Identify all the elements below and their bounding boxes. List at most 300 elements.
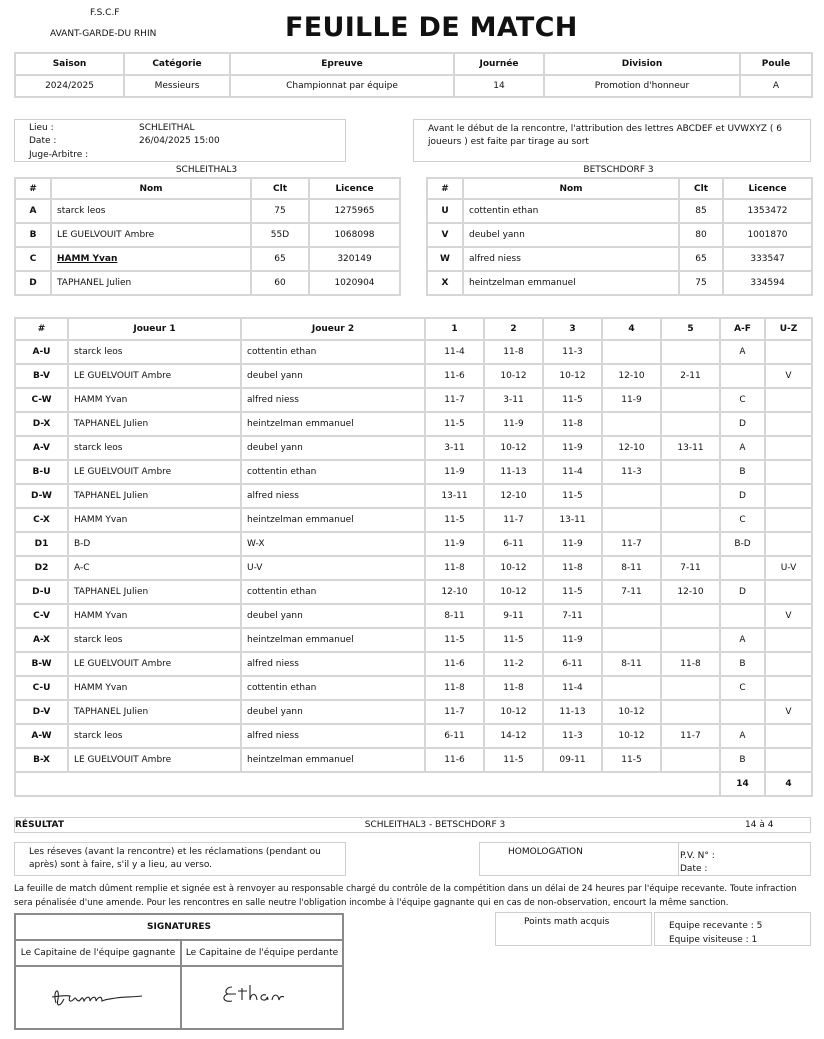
signature-divider <box>180 965 182 1028</box>
player-2: cottentin ethan <box>241 340 425 364</box>
total-home: 14 <box>720 772 765 796</box>
col-header: Joueur 1 <box>68 318 241 340</box>
match-id: D-U <box>15 580 68 604</box>
set-3: 10-12 <box>543 364 602 388</box>
player-1: starck leos <box>68 436 241 460</box>
match-id: B-W <box>15 652 68 676</box>
winner-uz <box>765 460 812 484</box>
draw-note-box <box>413 119 811 162</box>
home-players-table <box>14 177 401 296</box>
match-id: C-X <box>15 508 68 532</box>
match-id: A-V <box>15 436 68 460</box>
set-2: 11-2 <box>484 652 543 676</box>
winner-af: B-D <box>720 532 765 556</box>
match-id: A-X <box>15 628 68 652</box>
set-2: 11-9 <box>484 412 543 436</box>
notice-text: La feuille de match dûment remplie et signée est à renvoyer au responsable chargé du contrôle de la compétition dans un délai de 24 heures par l'équipe recevante. Toute infraction sera pénalisée d'une amende. Pour les rencontres en salle neutre l'obligation incombe à l'équipe gagnante qui en cas de non-observation, encourt la même sanction. <box>14 884 797 908</box>
player-name: deubel yann <box>463 223 679 247</box>
home-player-row <box>15 199 400 223</box>
player-2: cottentin ethan <box>241 676 425 700</box>
player-rank: 75 <box>679 271 723 295</box>
col-header: A-F <box>720 318 765 340</box>
match-row <box>15 388 812 412</box>
set-2: 14-12 <box>484 724 543 748</box>
set-2: 12-10 <box>484 484 543 508</box>
player-2: heintzelman emmanuel <box>241 748 425 772</box>
player-1: B-D <box>68 532 241 556</box>
home-player-row <box>15 271 400 295</box>
match-id: D1 <box>15 532 68 556</box>
match-row <box>15 604 812 628</box>
winner-af: D <box>720 412 765 436</box>
player-licence: 320149 <box>309 247 400 271</box>
set-3: 7-11 <box>543 604 602 628</box>
set-5: 2-11 <box>661 364 720 388</box>
matches-header-row <box>15 318 812 340</box>
player-2: alfred niess <box>241 652 425 676</box>
set-3: 11-5 <box>543 580 602 604</box>
player-1: HAMM Yvan <box>68 508 241 532</box>
player-licence: 1275965 <box>309 199 400 223</box>
player-1: starck leos <box>68 724 241 748</box>
player-letter: C <box>15 247 51 271</box>
winner-af: B <box>720 652 765 676</box>
draw-note: Avant le début de la rencontre, l'attribution des lettres ABCDEF et UVWXYZ ( 6 joueurs ) est faite par tirage au sort <box>428 124 782 147</box>
match-row <box>15 484 812 508</box>
matches-table <box>14 317 813 797</box>
match-id: C-W <box>15 388 68 412</box>
set-3: 09-11 <box>543 748 602 772</box>
set-3: 11-8 <box>543 556 602 580</box>
set-4 <box>602 628 661 652</box>
set-4: 12-10 <box>602 436 661 460</box>
set-4: 11-3 <box>602 460 661 484</box>
summary-label: Journée <box>454 53 544 75</box>
match-row <box>15 556 812 580</box>
result-teams: SCHLEITHAL3 - BETSCHDORF 3 <box>364 820 506 830</box>
player-name: alfred niess <box>463 247 679 271</box>
set-5: 13-11 <box>661 436 720 460</box>
set-4: 11-9 <box>602 388 661 412</box>
player-name: cottentin ethan <box>463 199 679 223</box>
winner-af: B <box>720 460 765 484</box>
set-3: 11-3 <box>543 724 602 748</box>
set-3: 6-11 <box>543 652 602 676</box>
winner-uz <box>765 388 812 412</box>
match-id: B-X <box>15 748 68 772</box>
set-1: 3-11 <box>425 436 484 460</box>
set-5 <box>661 340 720 364</box>
signatures-box <box>14 913 344 1030</box>
set-3: 11-13 <box>543 700 602 724</box>
set-2: 11-13 <box>484 460 543 484</box>
match-row <box>15 532 812 556</box>
player-1: TAPHANEL Julien <box>68 700 241 724</box>
set-5: 12-10 <box>661 580 720 604</box>
player-1: starck leos <box>68 628 241 652</box>
player-1: LE GUELVOUIT Ambre <box>68 748 241 772</box>
col-header: Licence <box>723 178 812 199</box>
result-bar <box>14 817 811 833</box>
player-letter: B <box>15 223 51 247</box>
set-1: 11-6 <box>425 364 484 388</box>
player-2: deubel yann <box>241 700 425 724</box>
match-row <box>15 676 812 700</box>
summary-label: Saison <box>15 53 124 75</box>
points-values-box <box>654 912 811 946</box>
player-name: heintzelman emmanuel <box>463 271 679 295</box>
set-3: 11-4 <box>543 460 602 484</box>
set-5 <box>661 508 720 532</box>
winner-signature <box>46 981 156 1013</box>
set-4: 10-12 <box>602 724 661 748</box>
match-row <box>15 340 812 364</box>
set-2: 11-8 <box>484 340 543 364</box>
homologation-date-label: Date : <box>680 864 708 874</box>
player-1: HAMM Yvan <box>68 388 241 412</box>
set-3: 11-9 <box>543 628 602 652</box>
col-header: 2 <box>484 318 543 340</box>
set-4 <box>602 484 661 508</box>
match-id: B-U <box>15 460 68 484</box>
player-name: LE GUELVOUIT Ambre <box>51 223 251 247</box>
pv-label: P.V. N° : <box>680 851 715 861</box>
player-letter: D <box>15 271 51 295</box>
match-row <box>15 460 812 484</box>
summary-value: Championnat par équipe <box>230 75 454 97</box>
winner-uz <box>765 628 812 652</box>
set-5 <box>661 532 720 556</box>
player-2: alfred niess <box>241 388 425 412</box>
away-team-name: BETSCHDORF 3 <box>583 165 654 175</box>
set-5: 11-7 <box>661 724 720 748</box>
winner-uz <box>765 340 812 364</box>
player-2: alfred niess <box>241 724 425 748</box>
player-name: TAPHANEL Julien <box>51 271 251 295</box>
winner-af <box>720 556 765 580</box>
club-name: AVANT-GARDE-DU RHIN <box>50 29 157 39</box>
set-2: 10-12 <box>484 436 543 460</box>
player-1: HAMM Yvan <box>68 604 241 628</box>
loser-signature <box>216 979 306 1009</box>
winner-af: C <box>720 508 765 532</box>
set-2: 9-11 <box>484 604 543 628</box>
set-4: 10-12 <box>602 700 661 724</box>
set-1: 11-9 <box>425 532 484 556</box>
player-name: starck leos <box>51 199 251 223</box>
home-player-row <box>15 247 400 271</box>
set-1: 11-7 <box>425 700 484 724</box>
set-5 <box>661 628 720 652</box>
player-rank: 85 <box>679 199 723 223</box>
summary-value: Messieurs <box>124 75 230 97</box>
winner-af <box>720 604 765 628</box>
set-2: 11-8 <box>484 676 543 700</box>
venue-box <box>14 119 346 162</box>
set-1: 11-4 <box>425 340 484 364</box>
set-3: 11-9 <box>543 532 602 556</box>
date-value: 26/04/2025 15:00 <box>139 136 220 146</box>
home-player-row <box>15 223 400 247</box>
homologation-box <box>479 842 811 876</box>
player-rank: 65 <box>679 247 723 271</box>
set-2: 11-5 <box>484 748 543 772</box>
match-id: D2 <box>15 556 68 580</box>
col-header: # <box>427 178 463 199</box>
match-id: D-V <box>15 700 68 724</box>
points-label: Points math acquis <box>524 917 610 927</box>
summary-label: Division <box>544 53 740 75</box>
match-row <box>15 412 812 436</box>
winner-uz <box>765 724 812 748</box>
set-1: 11-7 <box>425 388 484 412</box>
winner-af <box>720 700 765 724</box>
winner-af: D <box>720 580 765 604</box>
winner-af: C <box>720 388 765 412</box>
set-4 <box>602 508 661 532</box>
player-licence: 1020904 <box>309 271 400 295</box>
col-header: # <box>15 318 68 340</box>
match-row <box>15 364 812 388</box>
match-id: D-X <box>15 412 68 436</box>
player-1: A-C <box>68 556 241 580</box>
winner-uz <box>765 532 812 556</box>
match-row <box>15 508 812 532</box>
summary-value: 14 <box>454 75 544 97</box>
total-away: 4 <box>765 772 812 796</box>
col-header: # <box>15 178 51 199</box>
set-5 <box>661 460 720 484</box>
player-2: W-X <box>241 532 425 556</box>
player-2: deubel yann <box>241 364 425 388</box>
winner-uz <box>765 580 812 604</box>
set-1: 11-8 <box>425 676 484 700</box>
set-4 <box>602 604 661 628</box>
set-1: 11-5 <box>425 508 484 532</box>
page-title: FEUILLE DE MATCH <box>285 12 578 43</box>
winner-af: D <box>720 484 765 508</box>
date-label: Date : <box>29 136 57 146</box>
player-2: alfred niess <box>241 484 425 508</box>
set-1: 11-6 <box>425 748 484 772</box>
player-2: U-V <box>241 556 425 580</box>
match-id: A-U <box>15 340 68 364</box>
totals-row <box>15 772 812 796</box>
away-player-row <box>427 271 812 295</box>
match-row <box>15 724 812 748</box>
player-licence: 1353472 <box>723 199 812 223</box>
player-1: LE GUELVOUIT Ambre <box>68 364 241 388</box>
federation: F.S.C.F <box>90 8 120 18</box>
match-id: D-W <box>15 484 68 508</box>
player-rank: 75 <box>251 199 309 223</box>
points-label-box <box>495 912 652 946</box>
player-licence: 333547 <box>723 247 812 271</box>
set-4: 8-11 <box>602 652 661 676</box>
set-1: 11-6 <box>425 652 484 676</box>
set-1: 11-5 <box>425 412 484 436</box>
player-letter: V <box>427 223 463 247</box>
loser-captain-label: Le Capitaine de l'équipe perdante <box>182 941 342 967</box>
col-header: 1 <box>425 318 484 340</box>
winner-af: C <box>720 676 765 700</box>
set-1: 8-11 <box>425 604 484 628</box>
set-2: 10-12 <box>484 700 543 724</box>
signatures-title: SIGNATURES <box>16 915 342 941</box>
lieu-value: SCHLEITHAL <box>139 123 195 133</box>
set-1: 11-5 <box>425 628 484 652</box>
player-2: heintzelman emmanuel <box>241 412 425 436</box>
player-rank: 60 <box>251 271 309 295</box>
col-header: Nom <box>463 178 679 199</box>
set-4: 11-7 <box>602 532 661 556</box>
winner-af <box>720 364 765 388</box>
points-away: Equipe visiteuse : 1 <box>669 935 758 945</box>
player-1: TAPHANEL Julien <box>68 484 241 508</box>
set-2: 11-7 <box>484 508 543 532</box>
col-header: U-Z <box>765 318 812 340</box>
summary-label: Catégorie <box>124 53 230 75</box>
set-4: 11-5 <box>602 748 661 772</box>
set-4 <box>602 340 661 364</box>
winner-uz <box>765 676 812 700</box>
winner-af: A <box>720 724 765 748</box>
set-4 <box>602 676 661 700</box>
match-row <box>15 748 812 772</box>
winner-uz <box>765 652 812 676</box>
col-header: 3 <box>543 318 602 340</box>
col-header: Licence <box>309 178 400 199</box>
player-2: deubel yann <box>241 436 425 460</box>
divider <box>678 843 679 875</box>
summary-value-row <box>15 75 812 97</box>
player-1: TAPHANEL Julien <box>68 580 241 604</box>
col-header: Clt <box>251 178 309 199</box>
set-3: 11-5 <box>543 484 602 508</box>
set-1: 11-9 <box>425 460 484 484</box>
set-3: 11-4 <box>543 676 602 700</box>
winner-af: A <box>720 628 765 652</box>
away-player-row <box>427 199 812 223</box>
player-1: TAPHANEL Julien <box>68 412 241 436</box>
match-id: C-V <box>15 604 68 628</box>
player-rank: 65 <box>251 247 309 271</box>
set-5 <box>661 676 720 700</box>
home-team-name: SCHLEITHAL3 <box>175 165 238 175</box>
summary-value: Promotion d'honneur <box>544 75 740 97</box>
match-row <box>15 652 812 676</box>
away-players-header <box>427 178 812 199</box>
col-header: 5 <box>661 318 720 340</box>
winner-uz: V <box>765 700 812 724</box>
homologation-label: HOMOLOGATION <box>508 847 583 857</box>
player-2: deubel yann <box>241 604 425 628</box>
player-rank: 80 <box>679 223 723 247</box>
player-name-captain: HAMM Yvan <box>51 247 251 271</box>
set-5 <box>661 484 720 508</box>
summary-value: A <box>740 75 812 97</box>
player-letter: W <box>427 247 463 271</box>
totals-spacer <box>15 772 720 796</box>
winner-uz <box>765 484 812 508</box>
player-1: LE GUELVOUIT Ambre <box>68 460 241 484</box>
set-2: 10-12 <box>484 556 543 580</box>
result-label: RÉSULTAT <box>15 820 64 830</box>
col-header: Clt <box>679 178 723 199</box>
set-2: 6-11 <box>484 532 543 556</box>
summary-value: 2024/2025 <box>15 75 124 97</box>
player-1: HAMM Yvan <box>68 676 241 700</box>
away-player-row <box>427 223 812 247</box>
winner-uz: U-V <box>765 556 812 580</box>
player-licence: 1068098 <box>309 223 400 247</box>
match-row <box>15 700 812 724</box>
referee-label: Juge-Arbitre : <box>29 150 89 160</box>
set-3: 11-5 <box>543 388 602 412</box>
away-players-table <box>426 177 813 296</box>
away-player-row <box>427 247 812 271</box>
player-licence: 334594 <box>723 271 812 295</box>
set-5: 11-8 <box>661 652 720 676</box>
player-2: cottentin ethan <box>241 460 425 484</box>
set-3: 11-3 <box>543 340 602 364</box>
summary-label: Poule <box>740 53 812 75</box>
set-5 <box>661 388 720 412</box>
winner-af: B <box>720 748 765 772</box>
player-rank: 55D <box>251 223 309 247</box>
match-id: A-W <box>15 724 68 748</box>
player-letter: X <box>427 271 463 295</box>
match-row <box>15 436 812 460</box>
set-5: 7-11 <box>661 556 720 580</box>
col-header: 4 <box>602 318 661 340</box>
match-row <box>15 628 812 652</box>
match-row <box>15 580 812 604</box>
set-4: 8-11 <box>602 556 661 580</box>
player-2: heintzelman emmanuel <box>241 508 425 532</box>
col-header: Nom <box>51 178 251 199</box>
set-5 <box>661 700 720 724</box>
result-score: 14 à 4 <box>745 820 774 830</box>
winner-uz <box>765 508 812 532</box>
home-players-header <box>15 178 400 199</box>
set-5 <box>661 748 720 772</box>
set-1: 6-11 <box>425 724 484 748</box>
set-5 <box>661 604 720 628</box>
winner-uz <box>765 412 812 436</box>
winner-af: A <box>720 340 765 364</box>
player-2: heintzelman emmanuel <box>241 628 425 652</box>
winner-uz: V <box>765 604 812 628</box>
winner-captain-label: Le Capitaine de l'équipe gagnante <box>16 941 182 967</box>
winner-af: A <box>720 436 765 460</box>
points-home: Equipe recevante : 5 <box>669 921 763 931</box>
set-4: 7-11 <box>602 580 661 604</box>
reserves-text: Les réseves (avant la rencontre) et les réclamations (pendant ou après) sont à faire, s'il y a lieu, au verso. <box>29 847 321 870</box>
player-letter: U <box>427 199 463 223</box>
set-1: 11-8 <box>425 556 484 580</box>
winner-uz <box>765 748 812 772</box>
player-1: LE GUELVOUIT Ambre <box>68 652 241 676</box>
set-5 <box>661 412 720 436</box>
summary-label: Epreuve <box>230 53 454 75</box>
set-1: 12-10 <box>425 580 484 604</box>
set-1: 13-11 <box>425 484 484 508</box>
set-4 <box>602 412 661 436</box>
player-letter: A <box>15 199 51 223</box>
lieu-label: Lieu : <box>29 123 54 133</box>
set-3: 13-11 <box>543 508 602 532</box>
